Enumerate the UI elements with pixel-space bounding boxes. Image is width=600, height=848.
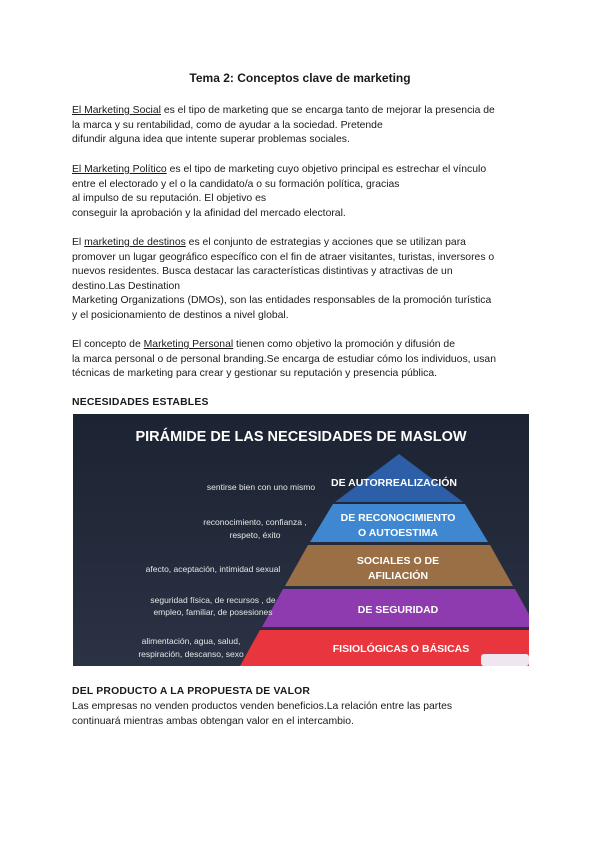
paragraph-marketing-politico: El Marketing Político es el tipo de marketing cuyo objetivo principal es estrechar el vínculo entre el electorado y el o la candidato/a o su formación política, gracias al impulso de su reputación. El objetivo es conseguir la aprobación y la afinidad del mercado electoral. (72, 164, 487, 219)
level-desc-autorrealizacion: sentirse bien con uno mismo (206, 482, 316, 492)
level-desc-seguridad-2: empleo, familiar, de posesiones (153, 607, 273, 617)
level-label-reconocimiento-1: DE RECONOCIMIENTO (340, 512, 456, 524)
level-desc-seguridad-1: seguridad física, de recursos , de (150, 595, 276, 605)
level-desc-sociales: afecto, aceptación, intimidad sexual (145, 564, 281, 574)
paragraph-marketing-social: El Marketing Social es el tipo de marketing que se encarga tanto de mejorar la presencia de la marca y su rentabilidad, como de ayudar a la sociedad. Pretende difundir alguna idea que intente superar problemas sociales. (72, 105, 495, 146)
level-desc-fisiologicas-2: respiración, descanso, sexo (138, 649, 244, 659)
term-marketing-social: El Marketing Social (72, 105, 161, 116)
level-desc-fisiologicas-1: alimentación, agua, salud, (141, 636, 241, 646)
term-marketing-destinos: marketing de destinos (84, 237, 186, 248)
page-title: Tema 2: Conceptos clave de marketing (189, 71, 411, 85)
level-label-fisiologicas: FISIOLÓGICAS O BÁSICAS (332, 643, 470, 655)
pyramid-title: PIRÁMIDE DE LAS NECESIDADES DE MASLOW (135, 429, 467, 445)
level-label-sociales-1: SOCIALES O DE (356, 555, 440, 567)
paragraph-marketing-personal: El concepto de Marketing Personal tienen como objetivo la promoción y difusión de la marca personal o de personal branding.Se encarga de estudiar cómo los individuos, usan técnicas de marketing para crear y gestionar su reputación y presencia pública. (72, 339, 496, 380)
level-desc-reconocimiento-2: respeto, éxito (229, 530, 281, 540)
paragraph-marketing-destinos: El marketing de destinos es el conjunto de estrategias y acciones que se utilizan para promover un lugar geográfico específico con el fin de atraer visitantes, turistas, inversores o nuevos residentes. Busca destacar las características distintivas y atractivas de un destino.Las Destination Marketing Organizations (DMOs), son las entidades responsables de la promoción turística y el posicionamiento de destinos a nivel global. (72, 237, 495, 321)
level-label-sociales-2: AFILIACIÓN (367, 570, 429, 582)
term-marketing-personal: Marketing Personal (143, 339, 234, 350)
section-heading-propuesta-valor: DEL PRODUCTO A LA PROPUESTA DE VALOR (72, 686, 311, 697)
level-label-reconocimiento-2: O AUTOESTIMA (358, 527, 438, 539)
term-marketing-politico: El Marketing Político (72, 164, 167, 175)
paragraph-propuesta-valor: Las empresas no venden productos venden beneficios.La relación entre las partes continuará mientras ambas obtengan valor en el intercambio. (72, 701, 453, 727)
level-label-seguridad: DE SEGURIDAD (357, 604, 439, 616)
section-heading-necesidades: NECESIDADES ESTABLES (72, 397, 209, 408)
level-desc-reconocimiento-1: reconocimiento, confianza , (203, 517, 307, 527)
level-label-autorrealizacion: DE AUTORREALIZACIÓN (331, 477, 457, 489)
decorative-corner-shape (481, 654, 529, 666)
maslow-pyramid-figure (73, 414, 529, 666)
